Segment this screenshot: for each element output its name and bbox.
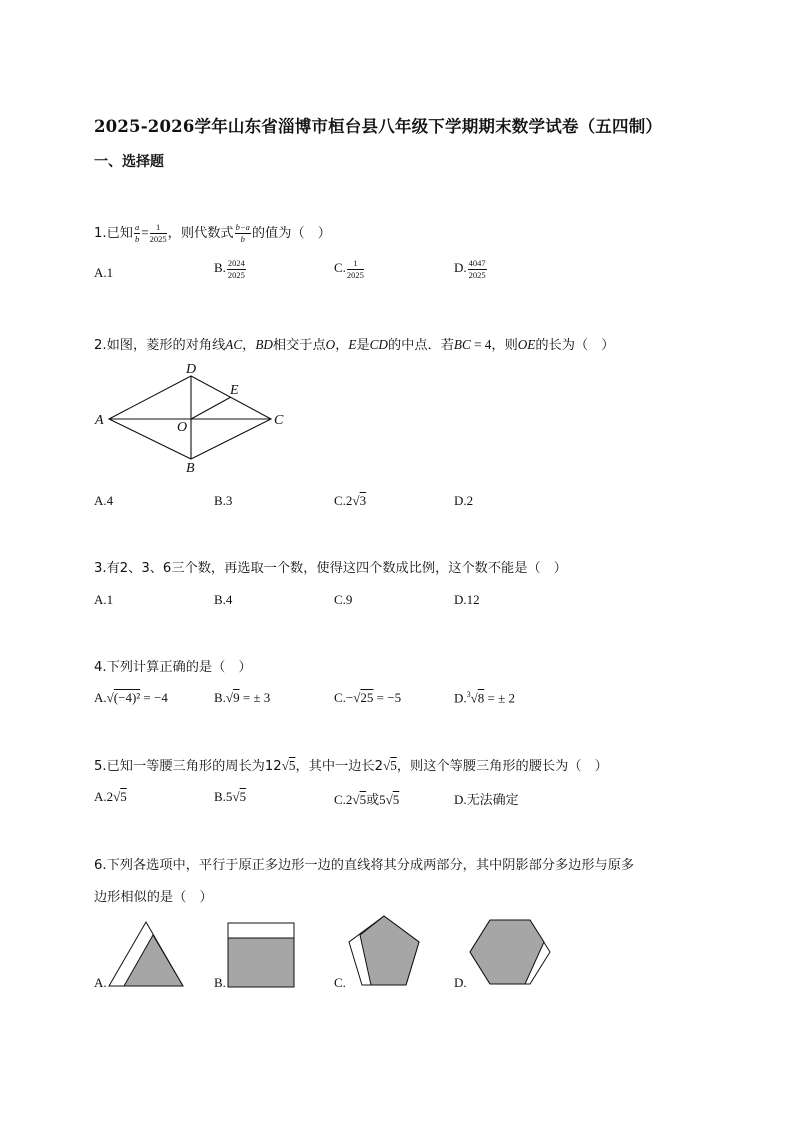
q2-option-b[interactable]: B.3 xyxy=(214,493,233,508)
q5-option-a[interactable]: A.2√5 xyxy=(94,789,127,804)
q1-option-c[interactable]: C. $\frac{1}{2025}$ xyxy=(334,258,364,280)
label-o: O xyxy=(177,420,188,435)
fraction-expression: $\frac{b-a}{b}$ xyxy=(235,222,250,244)
question-3-stem: 3.有2、3、6三个数，再选取一个数，使得这四个数成比例，这个数不能是（ ） xyxy=(94,561,567,576)
question-1-stem: 1.已知 $\frac{a}{b}$ = $\frac{1}{2025}$ ，则代数式 $\frac{b-a}{b}$ 的值为（ ） xyxy=(94,222,331,244)
q3-option-b[interactable]: B.4 xyxy=(214,592,233,607)
q2-option-d[interactable]: D.2 xyxy=(454,493,474,508)
q1-option-d[interactable]: D. $\frac{4047}{2025}$ xyxy=(454,258,486,280)
q4-option-c[interactable]: C.−√25 = −5 xyxy=(334,690,402,705)
q1-option-a[interactable]: A.1 xyxy=(94,265,114,280)
label-c: C xyxy=(274,413,284,428)
q4-option-a[interactable]: A.√(−4)² = −4 xyxy=(94,690,168,705)
q1-option-b[interactable]: B. $\frac{2024}{2025}$ xyxy=(214,258,245,280)
shaded-region xyxy=(228,938,294,987)
question-2-stem: 2.如图，菱形的对角线AC，BD相交于点O，E是CD的中点．若BC = 4，则OE的长为（ ） xyxy=(94,337,615,353)
q3-option-c[interactable]: C.9 xyxy=(334,592,353,607)
q5-option-d[interactable]: D.无法确定 xyxy=(454,792,519,807)
q2-option-a[interactable]: A.4 xyxy=(94,493,114,508)
q6-option-c-label[interactable]: C. xyxy=(334,975,346,990)
rhombus-outline xyxy=(109,376,271,459)
q3-option-d[interactable]: D.12 xyxy=(454,592,480,607)
q5-option-b[interactable]: B.5√5 xyxy=(214,789,247,804)
exam-title: 2025-2026学年山东省淄博市桓台县八年级下学期期末数学试卷（五四制） xyxy=(94,117,663,136)
label-d: D xyxy=(186,362,197,377)
q6-option-d-label[interactable]: D. xyxy=(454,975,467,990)
segment-oe xyxy=(191,397,231,419)
label-e: E xyxy=(230,383,239,398)
section-heading: 一、选择题 xyxy=(94,154,164,170)
question-6-stem-line1: 6.下列各选项中，平行于原正多边形一边的直线将其分成两部分，其中阴影部分多边形与原多 xyxy=(94,858,635,873)
question-6-stem-line2: 边形相似的是（ ） xyxy=(94,890,213,905)
q6-option-c-pentagon[interactable] xyxy=(344,912,424,990)
fraction-1-over-2025: $\frac{1}{2025}$ xyxy=(149,222,167,244)
q6-option-a-triangle[interactable] xyxy=(106,918,186,990)
label-b: B xyxy=(186,461,195,476)
question-4-stem: 4.下列计算正确的是（ ） xyxy=(94,660,252,675)
q6-option-b-square[interactable] xyxy=(226,920,298,990)
q6-option-d-hexagon[interactable] xyxy=(468,916,554,988)
fraction-a-over-b: $\frac{a}{b}$ xyxy=(134,222,140,244)
q2-option-c[interactable]: C.2√3 xyxy=(334,493,367,508)
rhombus-figure xyxy=(90,362,290,477)
label-a: A xyxy=(95,413,104,428)
q5-option-c[interactable]: C.2√5或5√5 xyxy=(334,792,400,807)
q4-option-d[interactable]: D.$^3$√8 = ± 2 xyxy=(454,690,515,706)
q3-option-a[interactable]: A.1 xyxy=(94,592,114,607)
q6-option-a-label[interactable]: A. xyxy=(94,975,107,990)
shaded-region xyxy=(360,916,419,985)
question-5-stem: 5.已知一等腰三角形的周长为12√5，其中一边长2√5，则这个等腰三角形的腰长为（ ） xyxy=(94,758,608,774)
q6-option-b-label[interactable]: B. xyxy=(214,975,226,990)
q4-option-b[interactable]: B.√9 = ± 3 xyxy=(214,690,271,705)
